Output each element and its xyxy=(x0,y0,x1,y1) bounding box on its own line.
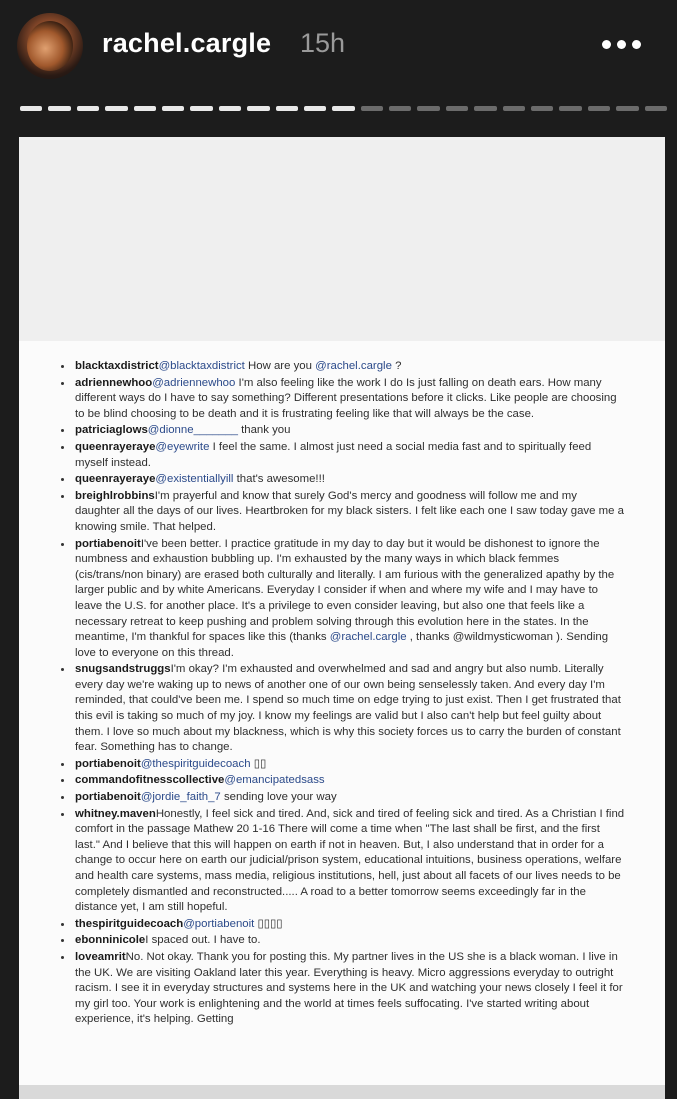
progress-segment xyxy=(77,106,99,111)
comment-username[interactable]: breighlrobbins xyxy=(75,489,155,502)
comment-text: thank you xyxy=(237,424,291,437)
progress-segment xyxy=(276,106,298,111)
comment-username[interactable]: portiabenoit xyxy=(75,791,141,804)
comment-mention[interactable]: @blacktaxdistrict xyxy=(158,360,245,372)
progress-segment xyxy=(559,106,581,111)
comment-item xyxy=(73,359,625,375)
comment-mention[interactable]: @rachel.cargle xyxy=(315,360,392,372)
story-header xyxy=(0,0,677,95)
comment-username[interactable]: loveamrit xyxy=(75,950,126,963)
comment-mention[interactable]: @thespiritguidecoach xyxy=(140,757,251,770)
comment-item xyxy=(73,376,625,423)
comment-username[interactable]: patriciaglows xyxy=(75,424,148,437)
progress-segment xyxy=(389,106,411,111)
comment-username[interactable]: queenrayeraye xyxy=(75,440,156,453)
progress-segment xyxy=(645,106,667,111)
progress-segment xyxy=(588,106,610,111)
comment-text: Honestly, I feel sick and tired. And, sick and tired of feeling sick and tired. As a Christian I find comfort in the passage Mathew 20 1-16 There will come a time when "The last shall be first, and the first last." And I believe that this will happen on earth if not in heaven. But, I also understand that in order for a change to occur here on earth our judicial/prison system, educational intuitions, business operations, welfare and health care systems, mass media, religious institutions, hell, just about all facets of our lives needs to be completely dismantled and reconstructed..... A road to a better tomorrow seems exceedingly far in the distance yet, I am still hopeful. xyxy=(75,807,625,914)
comment-item xyxy=(73,950,625,1028)
comment-username[interactable]: portiabenoit xyxy=(75,757,141,770)
avatar[interactable] xyxy=(17,13,83,79)
comment-item xyxy=(73,440,625,471)
more-dots-icon[interactable] xyxy=(602,30,646,58)
comment-text: I'm also feeling like the work I do Is just falling on death ears. How many different ways do I have to say something? Different presentations before it clicks. Like people are choosing to be blind choosing to be death and it is frustrating feeling like that will always be the case. xyxy=(75,376,617,420)
comment-text: , thanks @wildmysticwoman ). Sending love to everyone on this thread. xyxy=(75,631,609,659)
comment-username[interactable]: blacktaxdistrict xyxy=(75,360,159,372)
comment-mention[interactable]: @dionne_______ xyxy=(147,424,238,437)
story-blank-area xyxy=(19,137,665,341)
progress-segment xyxy=(162,106,184,111)
progress-segment xyxy=(503,106,525,111)
comment-username[interactable]: snugsandstruggs xyxy=(75,663,171,676)
comment-username[interactable]: portiabenoit xyxy=(75,537,141,550)
progress-segment xyxy=(616,106,638,111)
progress-segment xyxy=(219,106,241,111)
progress-segment xyxy=(48,106,70,111)
story-content[interactable] xyxy=(19,137,665,1099)
comment-list xyxy=(55,359,625,1028)
comment-mention[interactable]: @jordie_faith_7 xyxy=(140,791,221,804)
comment-item xyxy=(73,757,625,773)
comment-item xyxy=(73,537,625,662)
bottom-edge-bar xyxy=(19,1085,665,1099)
comment-mention[interactable]: @existentiallyill xyxy=(155,473,234,486)
progress-segment xyxy=(361,106,383,111)
comment-text: I'm prayerful and know that surely God's mercy and goodness will follow me and my daughter all the days of our lives. Heartbroken for my black sisters. I felt like each one I saw today gave me a knowing smile. That helped. xyxy=(75,489,624,533)
comment-text: that's awesome!!! xyxy=(233,473,325,486)
progress-segment xyxy=(190,106,212,111)
progress-segment xyxy=(134,106,156,111)
comments-screenshot xyxy=(19,341,665,1099)
comment-item xyxy=(73,790,625,806)
progress-segment xyxy=(105,106,127,111)
comment-username[interactable]: whitney.maven xyxy=(75,807,156,820)
progress-segment xyxy=(417,106,439,111)
comment-item xyxy=(73,423,625,439)
comment-mention[interactable]: @rachel.cargle xyxy=(329,631,407,644)
story-progress-bar xyxy=(20,106,667,111)
comment-item xyxy=(73,489,625,536)
story-timestamp: 15h xyxy=(300,28,346,58)
comment-username[interactable]: commandofitnesscollective xyxy=(75,774,225,787)
comment-username[interactable]: adriennewhoo xyxy=(75,376,153,389)
progress-segment xyxy=(20,106,42,111)
comment-username[interactable]: thespiritguidecoach xyxy=(75,917,184,930)
comment-item xyxy=(73,472,625,488)
progress-segment xyxy=(332,106,354,111)
comment-mention[interactable]: @adriennewhoo xyxy=(152,376,236,389)
comment-mention[interactable]: @eyewrite xyxy=(155,440,210,453)
comment-text: How are you xyxy=(244,360,316,372)
story-username[interactable]: rachel.cargle xyxy=(102,28,272,58)
progress-segment xyxy=(247,106,269,111)
comment-username[interactable]: queenrayeraye xyxy=(75,473,156,486)
comment-text: I've been better. I practice gratitude in my day to day but it would be dishonest to ignore the numbness and exhaustion bubbling up. I'm exhausted by the many ways in which black femmes (cis/trans/non binary) are erased both culturally and literally. I am furious with the generalized apathy by the larger public and by white Americans. Everyday I consider if when and where my wife and I may have to leave the U.S. for another place. It's a privilege to even consider leaving, but also one that feels like a necessary retreat to keep pushing and problem solving through this evolution here in the states. In the meantime, I'm thankful for spaces like this (thanks xyxy=(75,537,615,644)
comment-item xyxy=(73,917,625,933)
avatar-photo xyxy=(27,21,73,71)
comment-text: ▯▯▯▯ xyxy=(254,917,283,930)
comment-text: ▯▯ xyxy=(250,757,267,770)
comment-text: ? xyxy=(391,360,402,372)
progress-segment xyxy=(474,106,496,111)
progress-segment xyxy=(304,106,326,111)
comment-item xyxy=(73,807,625,916)
comment-text: No. Not okay. Thank you for posting this. My partner lives in the US she is a black woman. I live in the UK. We are visiting Oakland later this year. Everything is heavy. Micro aggressions everyday to outright racism. I see it in everyday structures and systems here in the UK and watching your news closely I feel it for my girl too. Your work is enlightening and the world at times feels suffocating. I've started writing about experience, it's helping. Getting xyxy=(75,950,623,1026)
comment-mention[interactable]: @emancipatedsass xyxy=(224,774,325,787)
comment-mention[interactable]: @portiabenoit xyxy=(183,917,255,930)
comment-item xyxy=(73,662,625,756)
comment-text: I spaced out. I have to. xyxy=(145,934,261,947)
comment-text: I'm okay? I'm exhausted and overwhelmed and sad and angry but also numb. Literally every day we're waking up to news of another one of our own being senselessly taken. And every day I'm reminded, that could've been me. I spend so much time on edge trying to just exist. Then I get frustrated that this evil is taking so much of my joy. I know my feelings are valid but I also can't help but feel guilty about them. I love so much about my blackness, which is why this society forces us to carry the burden of constant fear. Something has to change. xyxy=(75,663,621,754)
progress-segment xyxy=(531,106,553,111)
comment-item xyxy=(73,773,625,789)
progress-segment xyxy=(446,106,468,111)
comment-username[interactable]: ebonninicole xyxy=(75,934,146,947)
comment-text: I feel the same. I almost just need a social media fast and to spiritually feed myself instead. xyxy=(75,440,592,469)
comment-text: sending love your way xyxy=(220,791,337,804)
comment-item xyxy=(73,933,625,949)
